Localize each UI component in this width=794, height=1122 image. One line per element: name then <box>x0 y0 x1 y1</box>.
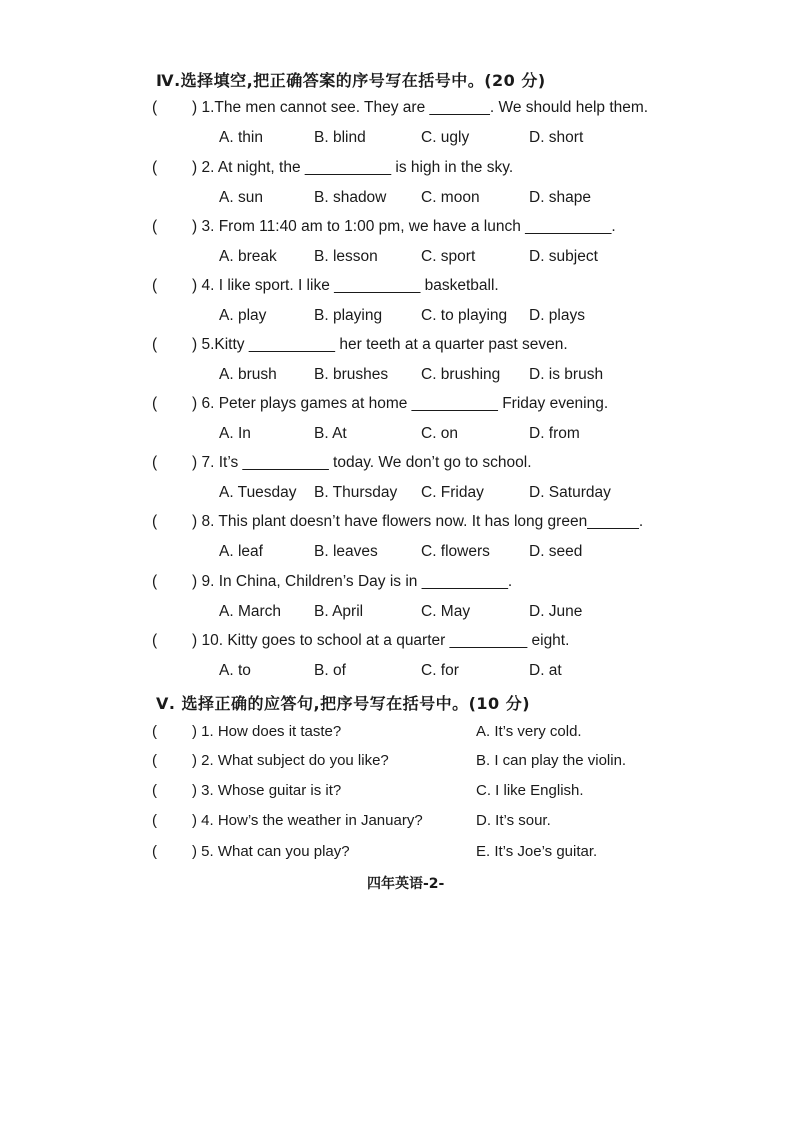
question-text: ) 1.The men cannot see. They are _______. We should help them. <box>192 99 649 116</box>
option-d: D. from <box>529 425 580 442</box>
option-a: A. to <box>219 662 251 679</box>
question-6 <box>152 393 608 415</box>
option-b: B. April <box>314 603 364 620</box>
page-footer: 四年英语-2- <box>367 876 445 892</box>
option-a: A. March <box>219 603 282 620</box>
answer-bracket[interactable]: ( <box>152 573 158 590</box>
response-option: A. It’s very cold. <box>476 723 582 740</box>
option-d: D. at <box>529 662 562 679</box>
answer-bracket[interactable]: ( <box>152 843 157 860</box>
answer-bracket[interactable]: ( <box>152 99 158 116</box>
answer-bracket[interactable]: ( <box>152 277 158 294</box>
question-10 <box>152 630 569 652</box>
match-question-1 <box>152 721 341 743</box>
question-text: ) 2. At night, the __________ is high in the sky. <box>192 159 514 176</box>
response-option: D. It’s sour. <box>476 812 551 829</box>
question-1 <box>152 97 648 119</box>
option-a: A. sun <box>219 189 263 206</box>
option-d: D. June <box>529 603 583 620</box>
answer-bracket[interactable]: ( <box>152 812 157 829</box>
question-text: ) 1. How does it taste? <box>192 723 342 740</box>
option-a: A. Tuesday <box>219 484 297 501</box>
question-text: ) 3. From 11:40 am to 1:00 pm, we have a lunch __________. <box>192 218 616 235</box>
option-b: B. Thursday <box>314 484 398 501</box>
option-d: D. subject <box>529 248 598 265</box>
question-text: ) 7. It’s __________ today. We don’t go to school. <box>192 454 532 471</box>
option-c: C. ugly <box>421 129 470 146</box>
answer-bracket[interactable]: ( <box>152 782 157 799</box>
question-7 <box>152 452 532 474</box>
option-c: C. to playing <box>421 307 508 324</box>
question-text: ) 5. What can you play? <box>192 843 350 860</box>
question-3 <box>152 216 616 238</box>
option-b: B. shadow <box>314 189 387 206</box>
question-text: ) 3. Whose guitar is it? <box>192 782 342 799</box>
response-option: C. I like English. <box>476 782 584 799</box>
answer-bracket[interactable]: ( <box>152 336 158 353</box>
option-d: D. Saturday <box>529 484 611 501</box>
option-c: C. Friday <box>421 484 484 501</box>
response-option: E. It’s Joe’s guitar. <box>476 843 598 860</box>
option-c: C. flowers <box>421 543 490 560</box>
question-4 <box>152 275 499 297</box>
option-b: B. At <box>314 425 347 442</box>
answer-bracket[interactable]: ( <box>152 752 157 769</box>
question-text: ) 4. I like sport. I like __________ basketball. <box>192 277 499 294</box>
option-b: B. playing <box>314 307 383 324</box>
answer-bracket[interactable]: ( <box>152 513 158 530</box>
match-question-5 <box>152 841 350 863</box>
option-a: A. brush <box>219 366 277 383</box>
option-b: B. lesson <box>314 248 378 265</box>
option-d: D. short <box>529 129 584 146</box>
answer-bracket[interactable]: ( <box>152 632 158 649</box>
answer-bracket[interactable]: ( <box>152 218 158 235</box>
question-8 <box>152 511 643 533</box>
option-a: A. In <box>219 425 251 442</box>
answer-bracket[interactable]: ( <box>152 159 158 176</box>
option-b: B. blind <box>314 129 366 146</box>
answer-bracket[interactable]: ( <box>152 395 158 412</box>
section-4-title: Ⅳ.选择填空,把正确答案的序号写在括号中。(20 分) <box>156 71 546 90</box>
option-d: D. is brush <box>529 366 604 383</box>
question-text: ) 5.Kitty __________ her teeth at a quarter past seven. <box>192 336 568 353</box>
match-question-2 <box>152 750 389 772</box>
option-c: C. sport <box>421 248 476 265</box>
option-b: B. of <box>314 662 346 679</box>
option-d: D. shape <box>529 189 592 206</box>
option-c: C. brushing <box>421 366 501 383</box>
question-text: ) 10. Kitty goes to school at a quarter _________ eight. <box>192 632 570 649</box>
question-2 <box>152 157 513 179</box>
answer-bracket[interactable]: ( <box>152 723 157 740</box>
option-c: C. moon <box>421 189 480 206</box>
question-text: ) 4. How’s the weather in January? <box>192 812 423 829</box>
question-5 <box>152 334 568 356</box>
match-question-4 <box>152 810 423 832</box>
option-a: A. break <box>219 248 277 265</box>
question-text: ) 2. What subject do you like? <box>192 752 389 769</box>
option-a: A. play <box>219 307 267 324</box>
option-c: C. on <box>421 425 459 442</box>
question-9 <box>152 571 512 593</box>
option-a: A. leaf <box>219 543 263 560</box>
section-5-title: Ⅴ. 选择正确的应答句,把序号写在括号中。(10 分) <box>156 694 531 713</box>
answer-bracket[interactable]: ( <box>152 454 158 471</box>
option-a: A. thin <box>219 129 263 146</box>
question-text: ) 6. Peter plays games at home __________ Friday evening. <box>192 395 609 412</box>
option-c: C. May <box>421 603 471 620</box>
option-c: C. for <box>421 662 459 679</box>
match-question-3 <box>152 780 341 802</box>
question-text: ) 8. This plant doesn’t have flowers now. It has long green______. <box>192 513 644 530</box>
question-text: ) 9. In China, Children’s Day is in __________. <box>192 573 513 590</box>
response-option: B. I can play the violin. <box>476 752 627 769</box>
option-b: B. leaves <box>314 543 378 560</box>
option-d: D. plays <box>529 307 585 324</box>
option-d: D. seed <box>529 543 583 560</box>
option-b: B. brushes <box>314 366 389 383</box>
